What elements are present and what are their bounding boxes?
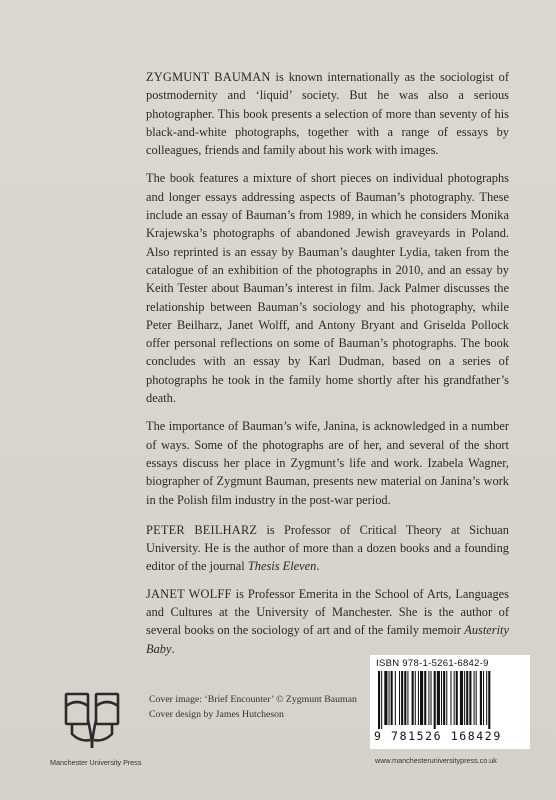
- barcode-bar: [450, 671, 451, 725]
- isbn-label: ISBN 978-1-5261-6842-9: [376, 658, 489, 669]
- description-paragraph-3: The importance of Bauman’s wife, Janina, is acknowledged in a number of ways. Some of the photographs are of her, and several of the short essays discuss her place in Zygmunt’s life and work. Izabela Wagner, biographer of Zygmunt Bauman, presents new material on Janina’s work in the Polish film industry in the post-war period.: [146, 419, 509, 507]
- contributor-bios: [146, 521, 509, 658]
- barcode-bar: [480, 671, 482, 725]
- barcode-bar: [395, 671, 396, 725]
- barcode-bar: [389, 671, 390, 725]
- barcode-bar: [404, 671, 406, 725]
- barcode-bar: [384, 671, 387, 725]
- barcode-bar: [399, 671, 400, 725]
- barcode-bar: [488, 671, 490, 729]
- publisher-website: www.manchesteruniversitypress.co.uk: [375, 756, 497, 765]
- barcode-bar: [464, 671, 465, 725]
- bio-end-beilharz: .: [316, 559, 320, 574]
- barcode-digits: 9 781526 168429: [374, 729, 502, 743]
- barcode-bar: [469, 671, 471, 725]
- barcode-bar: [446, 671, 447, 725]
- barcode-bar: [381, 671, 382, 729]
- barcode-bar: [483, 671, 484, 725]
- barcode-bar: [378, 671, 380, 729]
- barcode-bar: [428, 671, 429, 725]
- bio-name-wolff: JANET WOLFF: [146, 586, 232, 601]
- publisher-logo-icon: [60, 690, 124, 752]
- barcode-bar: [418, 671, 419, 725]
- barcode-bar: [460, 671, 463, 725]
- bio-end-wolff: .: [171, 641, 175, 656]
- barcode-bar: [466, 671, 468, 725]
- journal-title: Thesis Eleven: [247, 559, 317, 574]
- cover-image-credit: Cover image: ‘Brief Encounter’ © Zygmunt Bauman: [149, 694, 357, 705]
- barcode-bar: [443, 671, 445, 725]
- barcode-bar: [415, 671, 416, 725]
- bio-text-wolff: is Professor Emerita in the School of Arts, Languages and Cultures at the University of Manchester. She is the author of several books on the sociology of art and of the family memoir: [146, 586, 509, 638]
- barcode-bar: [474, 671, 475, 725]
- bio-name-beilharz: PETER BEILHARZ: [146, 522, 258, 537]
- cover-credits: [149, 693, 357, 722]
- description-paragraph-1: [146, 68, 509, 159]
- cover-design-credit: Cover design by James Hutcheson: [149, 708, 284, 720]
- author-name: ZYGMUNT BAUMAN: [146, 70, 271, 84]
- publisher-name: Manchester University Press: [50, 758, 142, 767]
- barcode-bar: [401, 671, 403, 725]
- barcode-graphic: [376, 671, 524, 729]
- barcode-bar: [434, 671, 436, 729]
- description-paragraph-1-text: is known internationally as the sociologist of postmodernity and ‘liquid’ society. But he was also a serious photographer. This book presents a selection of more than seventy of his black-and-white photographs, together with a range of essays by colleagues, friends and family about his work with images.: [146, 70, 509, 158]
- barcode-bar: [420, 671, 423, 725]
- barcode-bar: [431, 671, 432, 725]
- barcode-bar: [407, 671, 408, 725]
- barcode-bar: [476, 671, 477, 725]
- barcode-bar: [391, 671, 393, 725]
- barcode-bar: [441, 671, 442, 725]
- bio-janet-wolff: [146, 585, 509, 658]
- description-block: [146, 68, 509, 667]
- barcode-bar: [486, 671, 487, 725]
- barcode-bar: [456, 671, 458, 725]
- barcode-panel: [370, 655, 530, 749]
- memoir-title: Austerity Baby: [146, 623, 509, 656]
- barcode-bar: [437, 671, 440, 725]
- barcode-bar: [424, 671, 426, 725]
- description-paragraph-2: The book features a mixture of short pieces on individual photographs and longer essays addressing aspects of Bauman’s photography. These include an essay of Bauman’s from 1989, in which he considers Monika Krajewska’s photographs of abandoned Jewish graveyards in Poland. Also reprinted is an essay by Bauman’s daughter Lydia, taken from the catalogue of an exhibition of the photographs in 2010, and an essay by Keith Tester about Bauman’s interest in film. Jack Palmer discusses the relationship between Bauman’s sociology and his photography, while Peter Beilharz, Janet Wolff, and Antony Bryant and Griselda Pollock offer personal reflections on some of Bauman’s photographs. The book concludes with an essay by Karl Dudman, based on a series of photographs he took in the family home shortly after his grandfather’s death.: [146, 171, 509, 406]
- barcode-bar: [454, 671, 455, 725]
- bio-text-beilharz: is Professor of Critical Theory at Sichuan University. He is the author of more than a dozen books and a founding editor of the journal: [146, 522, 509, 574]
- barcode-bar: [412, 671, 414, 725]
- bio-peter-beilharz: [146, 521, 509, 576]
